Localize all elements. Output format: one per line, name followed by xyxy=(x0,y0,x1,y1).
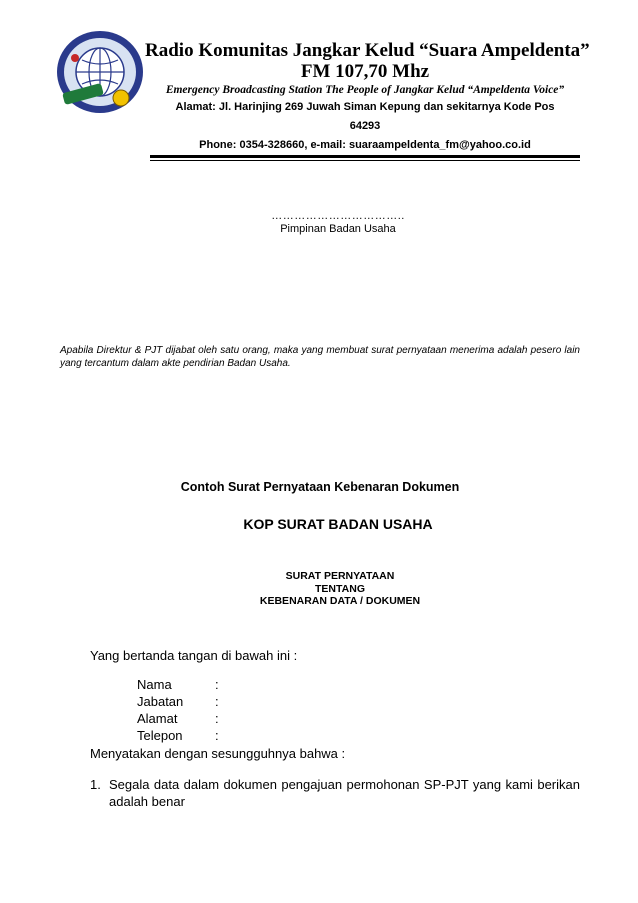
letterhead-placeholder: KOP SURAT BADAN USAHA xyxy=(243,516,433,532)
field-row xyxy=(137,727,219,744)
field-row xyxy=(137,676,219,693)
identity-fields xyxy=(137,676,219,744)
station-tagline: Emergency Broadcasting Station The People of Jangkar Kelud “Ampeldenta Voice” xyxy=(165,84,565,96)
station-name: Radio Komunitas Jangkar Kelud “Suara Ampeldenta” xyxy=(145,40,590,61)
field-row xyxy=(137,693,219,710)
statement-title-line2: TENTANG xyxy=(315,582,365,595)
statement-text: Menyatakan dengan sesungguhnya bahwa : xyxy=(90,746,346,761)
footnote: Apabila Direktur & PJT dijabat oleh satu orang, maka yang membuat surat pernyataan menerima adalah pesero lain yang tercantum dalam akte pendirian Badan Usaha. xyxy=(60,345,580,369)
letterhead-divider xyxy=(150,155,580,158)
station-postal-code: 64293 xyxy=(349,120,381,132)
station-address: Alamat: Jl. Harinjing 269 Juwah Siman Kepung dan sekitarnya Kode Pos xyxy=(175,101,555,113)
example-title: Contoh Surat Pernyataan Kebenaran Dokumen xyxy=(180,480,460,494)
statement-title-line1: SURAT PERNYATAAN xyxy=(285,570,395,582)
field-label: Nama xyxy=(137,677,172,692)
field-label: Telepon xyxy=(137,728,183,743)
field-colon: : xyxy=(215,728,219,743)
statement-title xyxy=(180,570,500,608)
statement-title-line3: KEBENARAN DATA / DOKUMEN xyxy=(259,595,421,607)
intro-text: Yang bertanda tangan di bawah ini : xyxy=(90,648,298,663)
field-label: Alamat xyxy=(137,711,178,726)
signature-line: …………………………….. xyxy=(271,210,405,222)
station-frequency: FM 107,70 Mhz xyxy=(300,61,430,82)
station-contact: Phone: 0354-328660, e-mail: suaraampeldenta_fm@yahoo.co.id xyxy=(199,139,531,151)
list-item xyxy=(90,776,580,810)
field-colon: : xyxy=(215,677,219,692)
field-label: Jabatan xyxy=(137,694,184,709)
field-colon: : xyxy=(215,711,219,726)
letterhead-divider-thin xyxy=(150,160,580,161)
list-item-text: Segala data dalam dokumen pengajuan permohonan SP-PJT yang kami berikan adalah benar xyxy=(109,777,580,809)
signature-title: Pimpinan Badan Usaha xyxy=(280,223,396,235)
field-row xyxy=(137,710,219,727)
list-item-number: 1. xyxy=(90,777,101,792)
field-colon: : xyxy=(215,694,219,709)
radio-station-globe-logo xyxy=(55,28,145,116)
